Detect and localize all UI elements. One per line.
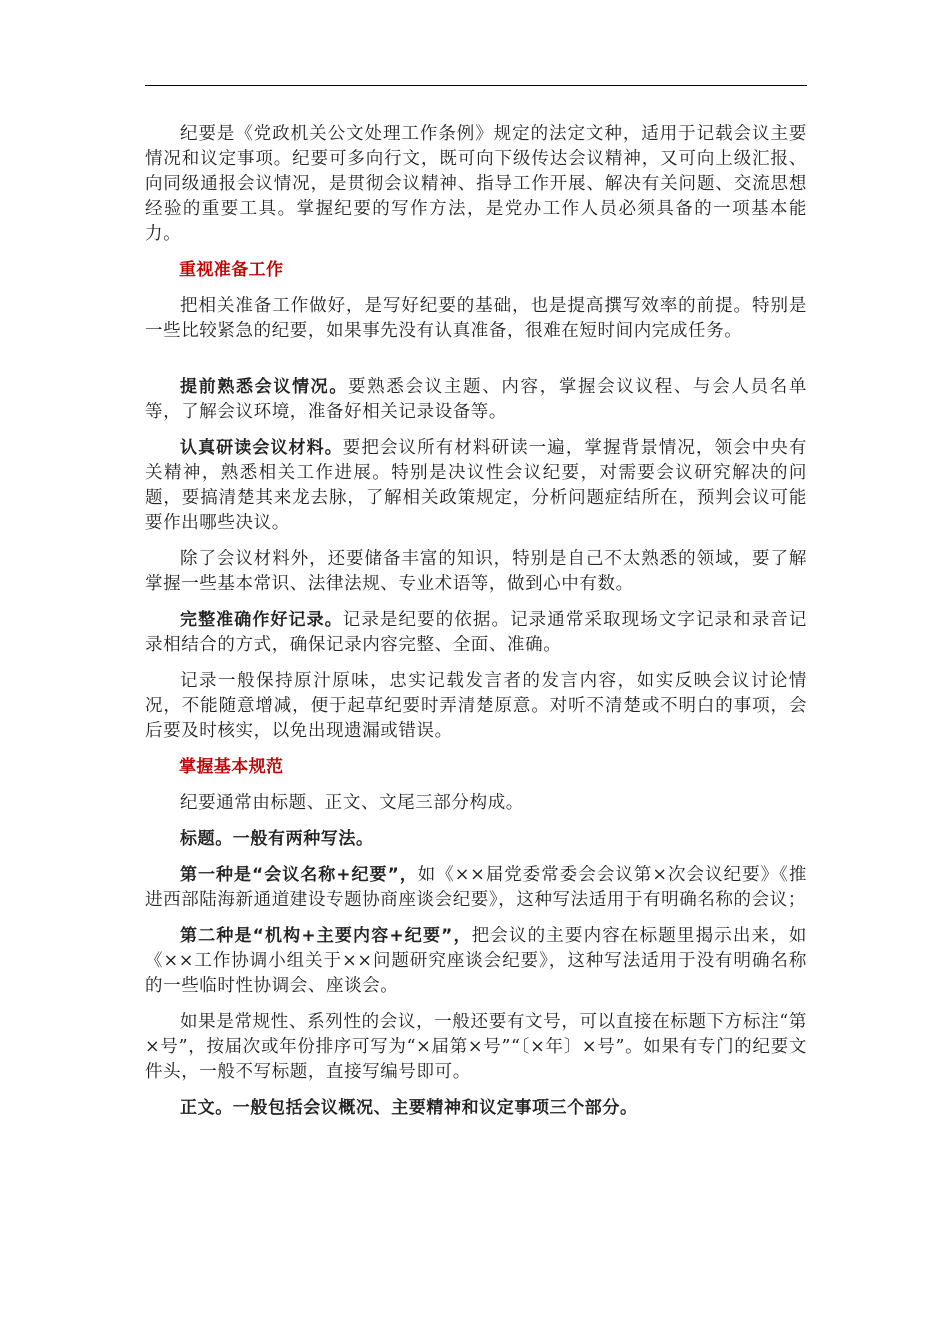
study-lead: 认真研读会议材料。 [180, 438, 343, 458]
body-paragraph [145, 1096, 807, 1121]
familiarize-paragraph [145, 375, 807, 425]
first-method-text: 如《××届党委常委会会议第×次会议纪要》《推进西部陆海新通道建设专题协商座谈会纪要》，这种写法适用于有明确名称的会议； [145, 865, 807, 910]
section-heading-norms: 掌握基本规范 [179, 757, 284, 777]
familiarize-lead: 提前熟悉会议情况。 [180, 377, 349, 397]
second-method-lead: 第二种是“机构+主要内容+纪要”， [180, 926, 472, 946]
paragraph-gap [145, 355, 807, 375]
familiarize-text: 要熟悉会议主题、内容，掌握会议议程、与会人员名单等，了解会议环境，准备好相关记录设备等。 [145, 377, 807, 422]
document-body [145, 122, 807, 1132]
second-method-text: 把会议的主要内容在标题里揭示出来，如《××工作协调小组关于××问题研究座谈会纪要》，这种写法适用于没有明确名称的一些临时性协调会、座谈会。 [145, 926, 807, 996]
structure-paragraph: 纪要通常由标题、正文、文尾三部分构成。 [180, 793, 524, 813]
header-rule [145, 85, 807, 86]
first-method-paragraph [145, 863, 807, 913]
body-lead: 正文。一般包括会议概况、主要精神和议定事项三个部分。 [180, 1098, 638, 1118]
section-heading-preparation: 重视准备工作 [179, 260, 284, 280]
second-method-paragraph [145, 924, 807, 999]
intro-paragraph: 纪要是《党政机关公文处理工作条例》规定的法定文种，适用于记载会议主要情况和议定事项。纪要可多向行文，既可向下级传达会议精神，又可向上级汇报、向同级通报会议情况，是贯彻会议精神、指导工作开展、解决有关问题、交流思想经验的重要工具。掌握纪要的写作方法，是党办工作人员必须具备的一项基本能力。 [145, 124, 807, 244]
preparation-intro-paragraph: 把相关准备工作做好，是写好纪要的基础，也是提高撰写效率的前提。特别是一些比较紧急的纪要，如果事先没有认真准备，很难在短时间内完成任务。 [145, 296, 807, 341]
study-paragraph [145, 436, 807, 536]
knowledge-paragraph: 除了会议材料外，还要储备丰富的知识，特别是自己不太熟悉的领域，要了解掌握一些基本常识、法律法规、专业术语等，做到心中有数。 [145, 549, 807, 594]
first-method-lead: 第一种是“会议名称+纪要”， [180, 865, 418, 885]
study-text: 要把会议所有材料研读一遍，掌握背景情况，领会中央有关精神，熟悉相关工作进展。特别是决议性会议纪要，对需要会议研究解决的问题，要搞清楚其来龙去脉，了解相关政策规定，分析问题症结所在，预判会议可能要作出哪些决议。 [145, 438, 807, 533]
record-text: 记录是纪要的依据。记录通常采取现场文字记录和录音记录相结合的方式，确保记录内容完整、全面、准确。 [145, 610, 807, 655]
title-paragraph [145, 827, 807, 852]
record-lead: 完整准确作好记录。 [180, 610, 343, 630]
document-number-paragraph: 如果是常规性、系列性的会议，一般还要有文号，可以直接在标题下方标注“第×号”，按届次或年份排序可写为“×届第×号”“〔×年〕×号”。如果有专门的纪要文件头，一般不写标题，直接写编号即可。 [145, 1012, 807, 1082]
title-lead: 标题。一般有两种写法。 [180, 829, 374, 849]
record-paragraph [145, 608, 807, 658]
record-detail-paragraph: 记录一般保持原汁原味，忠实记载发言者的发言内容，如实反映会议讨论情况，不能随意增减，便于起草纪要时弄清楚原意。对听不清楚或不明白的事项，会后要及时核实，以免出现遗漏或错误。 [145, 671, 807, 741]
